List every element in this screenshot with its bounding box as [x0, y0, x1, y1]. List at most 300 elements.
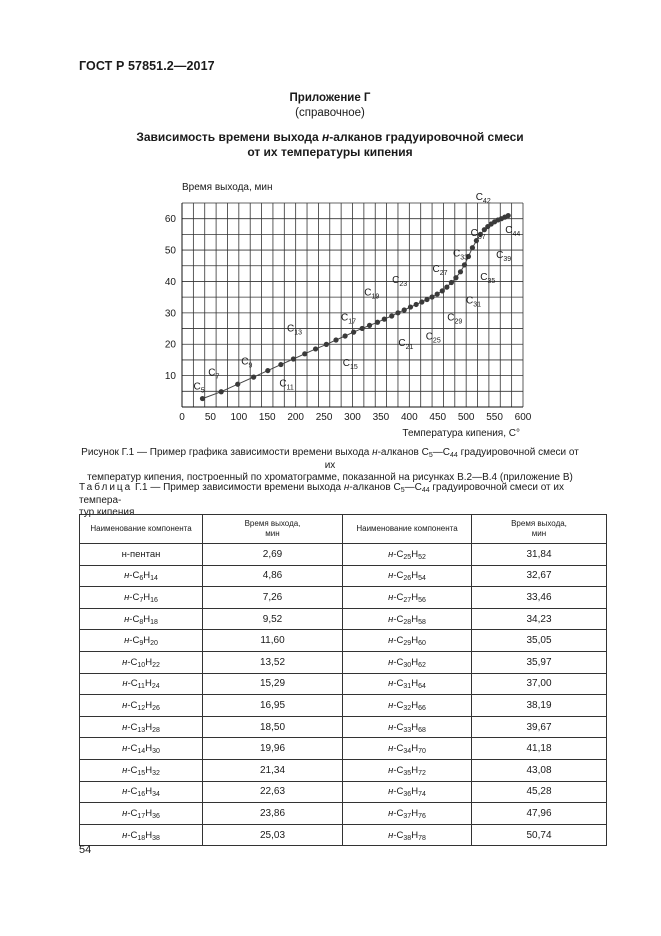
header-component-left: Наименование компонента: [80, 515, 203, 544]
formula-h: H: [145, 721, 153, 733]
formula-c-sub: 6: [139, 575, 144, 583]
data-point: [419, 299, 424, 304]
formula-prefix: н: [388, 548, 394, 560]
data-point: [429, 294, 434, 299]
component-name-right: [343, 673, 472, 695]
formula-h-sub: 30: [152, 748, 160, 756]
point-annotation: $C_{42}$: [475, 191, 491, 205]
point-annotation: $C_{27}$: [432, 264, 448, 278]
point-annotation: $C_{44}$: [505, 224, 521, 238]
formula-prefix: н: [388, 635, 394, 647]
data-point: [351, 330, 356, 335]
formula-prefix: н: [122, 829, 128, 841]
formula-h: H: [143, 591, 151, 603]
retention-time-left: 9,52: [203, 608, 343, 630]
formula-h-sub: 54: [418, 575, 426, 583]
retention-time-left: 16,95: [203, 695, 343, 717]
formula-h: H: [411, 807, 419, 819]
formula-c-sub: 11: [137, 683, 145, 691]
formula-dash: -: [127, 786, 131, 798]
formula-dash: -: [393, 829, 397, 841]
figure-caption-text: Рисунок Г.1 — Пример графика зависимости времени выхода: [81, 447, 373, 458]
y-axis-label: Время выхода, мин: [182, 182, 273, 193]
formula-c-sub: 12: [137, 704, 146, 712]
formula-c-sub: 30: [403, 661, 412, 669]
figure-title-italic: н: [322, 130, 330, 144]
table-row: [80, 781, 607, 803]
point-annotation: $C_5$: [193, 381, 205, 395]
formula-c: C: [130, 699, 138, 711]
formula-h-sub: 78: [418, 834, 426, 842]
retention-time-right: 41,18: [472, 738, 607, 760]
table-row: [80, 630, 607, 652]
component-name-left: [80, 587, 203, 609]
retention-time-left: 15,29: [203, 673, 343, 695]
formula-c: C: [396, 613, 404, 625]
formula-prefix: н: [124, 570, 130, 582]
retention-time-right: 43,08: [472, 759, 607, 781]
table-row: [80, 544, 607, 566]
retention-time-left: 18,50: [203, 716, 343, 738]
formula-c-sub: 15: [137, 769, 146, 777]
data-point: [200, 396, 205, 401]
formula-h-sub: 62: [418, 661, 426, 669]
formula-dash: -: [127, 807, 131, 819]
formula-c: C: [396, 807, 404, 819]
formula-h: H: [411, 678, 419, 690]
figure-caption: [79, 447, 581, 485]
figure-caption-line2: температур кипения, построенный по хроматограмме, показанной на рисунках В.2—В.4 (приложение В): [87, 472, 573, 483]
formula-dash: -: [127, 829, 131, 841]
point-annotation: $C_9$: [241, 356, 253, 370]
formula-prefix: н: [122, 721, 128, 733]
formula-dash: -: [393, 656, 397, 668]
formula-h: H: [143, 613, 151, 625]
header-time-line2: мин: [531, 529, 547, 538]
formula-h-sub: 68: [418, 726, 426, 734]
formula-h: H: [145, 656, 153, 668]
formula-dash: -: [393, 635, 397, 647]
formula-h-sub: 70: [418, 748, 426, 756]
table-caption-text-2: -алканов C: [349, 482, 401, 493]
formula-prefix: н: [388, 829, 394, 841]
table-row: [80, 565, 607, 587]
formula-dash: -: [129, 635, 133, 647]
formula-h: H: [145, 807, 153, 819]
table-row: [80, 716, 607, 738]
formula-c: C: [130, 678, 138, 690]
formula-h-sub: 60: [418, 640, 426, 648]
retention-time-right: 35,97: [472, 651, 607, 673]
formula-dash: -: [393, 764, 397, 776]
formula-c: C: [130, 743, 138, 755]
formula-dash: -: [129, 613, 133, 625]
formula-h-sub: 66: [418, 704, 426, 712]
formula-dash: -: [393, 570, 397, 582]
x-tick-label: 50: [204, 412, 216, 423]
formula-h: H: [145, 743, 153, 755]
table-row: [80, 587, 607, 609]
formula-prefix: н: [388, 570, 394, 582]
formula-c-sub: 14: [137, 748, 146, 756]
formula-c: C: [132, 613, 140, 625]
header-time-line2: мин: [265, 529, 280, 538]
data-point: [408, 304, 413, 309]
data-point: [395, 310, 400, 315]
figure-caption-sub-1: 5: [428, 452, 433, 459]
formula-h: H: [411, 548, 419, 560]
table-caption-prefix: Таблица: [79, 482, 133, 493]
formula-h-sub: 26: [152, 704, 160, 712]
retention-time-left: 4,86: [203, 565, 343, 587]
component-name-left: [80, 695, 203, 717]
table-row: [80, 803, 607, 825]
figure-caption-sub-2: 44: [450, 452, 458, 459]
x-tick-label: 500: [457, 412, 475, 423]
formula-dash: -: [393, 699, 397, 711]
formula-h-sub: 20: [150, 640, 158, 648]
data-point: [302, 351, 307, 356]
formula-prefix: н: [388, 699, 394, 711]
formula-h-sub: 22: [152, 661, 160, 669]
formula-h-sub: 38: [152, 834, 160, 842]
component-name-left: [80, 738, 203, 760]
header-component-right: Наименование компонента: [343, 515, 472, 544]
formula-c: C: [130, 764, 138, 776]
data-point: [470, 245, 475, 250]
data-point: [235, 382, 240, 387]
retention-time-right: 34,23: [472, 608, 607, 630]
retention-time-right: 31,84: [472, 544, 607, 566]
data-point: [333, 337, 338, 342]
formula-c: C: [132, 570, 140, 582]
formula-c: C: [396, 829, 404, 841]
formula-prefix: н: [124, 635, 130, 647]
data-point: [506, 213, 511, 218]
figure-caption-text-3: —C: [432, 447, 450, 458]
data-point: [360, 326, 365, 331]
formula-c-sub: 31: [403, 683, 412, 691]
x-tick-label: 450: [429, 412, 447, 423]
formula-c-sub: 38: [403, 834, 412, 842]
formula-h-sub: 64: [418, 683, 426, 691]
formula-c-sub: 34: [403, 748, 412, 756]
x-tick-label: 0: [179, 412, 185, 423]
retention-time-left: 7,26: [203, 587, 343, 609]
component-name-right: [343, 738, 472, 760]
formula-prefix: н: [388, 721, 394, 733]
formula-h: H: [143, 635, 151, 647]
data-point: [440, 288, 445, 293]
table-caption-sub-2: 44: [421, 487, 430, 494]
retention-time-right: 45,28: [472, 781, 607, 803]
component-name-left: [80, 651, 203, 673]
table-caption-number: Г.1: [135, 482, 148, 493]
point-annotation: $C_{17}$: [341, 312, 357, 326]
header-time-right: [472, 515, 607, 544]
data-point: [414, 302, 419, 307]
retention-time-right: 33,46: [472, 587, 607, 609]
component-name-left: [80, 824, 203, 846]
data-table: [79, 514, 607, 846]
chart: [150, 175, 550, 443]
formula-dash: -: [127, 656, 131, 668]
point-annotation: $C_{11}$: [279, 378, 294, 392]
appendix-title: Приложение Г: [289, 92, 371, 104]
retention-time-right: 47,96: [472, 803, 607, 825]
formula-prefix: н: [122, 807, 128, 819]
component-name-right: [343, 587, 472, 609]
formula-prefix: н: [122, 764, 128, 776]
formula-prefix: н: [122, 743, 128, 755]
component-name-left: [80, 608, 203, 630]
formula-prefix: н: [388, 743, 394, 755]
data-point: [219, 389, 224, 394]
table-row: [80, 608, 607, 630]
component-name-right: [343, 608, 472, 630]
figure-title-text-rest: -алканов градуировочной смеси: [329, 130, 524, 144]
x-tick-label: 350: [372, 412, 390, 423]
formula-c-sub: 35: [403, 769, 412, 777]
table-body: [80, 544, 607, 846]
formula-c: C: [396, 699, 404, 711]
retention-time-left: 23,86: [203, 803, 343, 825]
formula-dash: -: [129, 570, 133, 582]
x-tick-label: 200: [287, 412, 305, 423]
component-name-right: [343, 544, 472, 566]
data-point: [453, 275, 458, 280]
retention-time-left: 22,63: [203, 781, 343, 803]
formula-c-sub: 10: [137, 661, 146, 669]
formula-dash: -: [393, 548, 397, 560]
formula-c: C: [130, 786, 138, 798]
table-row: [80, 673, 607, 695]
formula-prefix: н: [122, 786, 128, 798]
formula-c: C: [132, 591, 140, 603]
component-name-right: [343, 759, 472, 781]
formula-h: H: [411, 570, 419, 582]
figure-title: [79, 130, 581, 160]
x-axis-label: Температура кипения, С°: [402, 428, 520, 439]
formula-h-sub: 18: [150, 618, 158, 626]
component-name-right: [343, 695, 472, 717]
formula-c-sub: 7: [139, 596, 144, 604]
table-caption-text: — Пример зависимости времени выхода: [147, 482, 344, 493]
x-tick-label: 100: [230, 412, 248, 423]
formula-prefix: н: [388, 807, 394, 819]
component-name-right: [343, 824, 472, 846]
point-annotation: $C_{19}$: [364, 287, 380, 301]
figure-title-text: Зависимость времени выхода: [136, 130, 323, 144]
data-point: [462, 262, 467, 267]
formula-dash: -: [393, 807, 397, 819]
retention-time-right: 50,74: [472, 824, 607, 846]
formula-h-sub: 24: [151, 683, 160, 691]
formula-prefix: н: [388, 678, 394, 690]
formula-c: C: [396, 635, 404, 647]
retention-time-right: 38,19: [472, 695, 607, 717]
formula-c-sub: 8: [139, 618, 144, 626]
retention-time-right: 39,67: [472, 716, 607, 738]
figure-caption-text-2: -алканов C: [377, 447, 429, 458]
component-name-right: [343, 716, 472, 738]
formula-h: H: [145, 764, 153, 776]
formula-c-sub: 9: [139, 640, 144, 648]
retention-time-right: 32,67: [472, 565, 607, 587]
formula-c: C: [396, 570, 404, 582]
formula-c-sub: 13: [137, 726, 146, 734]
component-name-left: [80, 759, 203, 781]
formula-h: H: [411, 656, 419, 668]
formula-c-sub: 28: [403, 618, 412, 626]
data-point: [367, 323, 372, 328]
retention-time-left: 25,03: [203, 824, 343, 846]
table-caption-line2: тур кипения: [79, 507, 135, 518]
formula-prefix: н: [124, 613, 130, 625]
retention-time-right: 37,00: [472, 673, 607, 695]
table-row: [80, 738, 607, 760]
figure-caption-text-4: градуировочной смеси от их: [324, 447, 579, 471]
formula-h: H: [411, 635, 419, 647]
retention-time-right: 35,05: [472, 630, 607, 652]
table-caption-text-3: —C: [404, 482, 422, 493]
formula-prefix: н: [122, 699, 128, 711]
header-time-left: [203, 515, 343, 544]
component-name-left: н-пентан: [80, 544, 203, 566]
retention-time-left: 11,60: [203, 630, 343, 652]
table-row: [80, 695, 607, 717]
formula-c: C: [396, 678, 404, 690]
component-name-left: [80, 630, 203, 652]
formula-h-sub: 14: [150, 575, 158, 583]
page-number: 54: [79, 844, 92, 856]
formula-c: C: [396, 591, 404, 603]
formula-c: C: [396, 548, 404, 560]
formula-dash: -: [393, 786, 397, 798]
formula-dash: -: [129, 591, 133, 603]
data-point: [444, 285, 449, 290]
data-point: [343, 333, 348, 338]
formula-prefix: н: [122, 656, 128, 668]
table-row: [80, 824, 607, 846]
formula-h: H: [143, 570, 151, 582]
formula-h-sub: 36: [152, 812, 160, 820]
formula-c: C: [396, 743, 404, 755]
data-point: [435, 292, 440, 297]
table-row: [80, 759, 607, 781]
component-name-left: [80, 803, 203, 825]
x-tick-label: 550: [486, 412, 503, 423]
formula-c-sub: 16: [137, 791, 146, 799]
table-row: [80, 651, 607, 673]
table-caption-italic: н: [343, 482, 350, 493]
point-annotation: $C_{25}$: [425, 331, 441, 345]
point-annotation: $C_{35}$: [480, 271, 496, 285]
formula-c: C: [132, 635, 140, 647]
formula-c-sub: 37: [403, 812, 412, 820]
formula-c-sub: 17: [137, 812, 146, 820]
formula-c-sub: 32: [403, 704, 412, 712]
formula-c: C: [396, 764, 404, 776]
formula-c-sub: 25: [403, 553, 412, 561]
component-name-left: [80, 781, 203, 803]
formula-prefix: н: [122, 678, 128, 690]
formula-h: H: [411, 613, 419, 625]
y-tick-label: 20: [164, 339, 176, 351]
data-point: [449, 280, 454, 285]
formula-prefix: н: [388, 764, 394, 776]
formula-h-sub: 72: [418, 769, 426, 777]
formula-h-sub: 56: [418, 596, 426, 604]
formula-h-sub: 76: [418, 812, 426, 820]
formula-prefix: н: [124, 591, 130, 603]
y-tick-label: 30: [164, 308, 176, 320]
point-annotation: $C_{13}$: [287, 323, 303, 337]
formula-c: C: [396, 786, 404, 798]
formula-c: C: [396, 721, 404, 733]
x-tick-label: 300: [344, 412, 361, 423]
formula-h-sub: 28: [152, 726, 160, 734]
formula-h: H: [411, 743, 419, 755]
appendix-type: (справочное): [295, 107, 365, 119]
y-tick-label: 10: [164, 371, 176, 383]
document-header: ГОСТ Р 57851.2—2017: [79, 59, 215, 73]
point-annotation: $C_{21}$: [398, 337, 414, 351]
retention-time-left: 19,96: [203, 738, 343, 760]
formula-prefix: н: [388, 591, 394, 603]
formula-h-sub: 34: [152, 791, 160, 799]
formula-dash: -: [393, 591, 397, 603]
formula-prefix: н: [388, 786, 394, 798]
component-name-right: [343, 781, 472, 803]
point-annotation: $C_{39}$: [496, 249, 512, 263]
y-tick-label: 40: [164, 276, 176, 288]
formula-dash: -: [127, 678, 131, 690]
formula-c: C: [130, 721, 138, 733]
header-time-line1: Время выхода,: [511, 519, 567, 528]
data-point: [458, 269, 463, 274]
formula-dash: -: [127, 699, 131, 711]
data-point: [291, 356, 296, 361]
figure-title-line2: от их температуры кипения: [247, 145, 413, 159]
y-tick-label: 60: [164, 214, 176, 226]
component-name-right: [343, 803, 472, 825]
formula-dash: -: [127, 721, 131, 733]
x-tick-label: 600: [514, 412, 532, 423]
formula-c-sub: 27: [403, 596, 412, 604]
formula-h: H: [145, 699, 153, 711]
formula-dash: -: [127, 743, 131, 755]
formula-h: H: [145, 786, 153, 798]
data-point: [424, 297, 429, 302]
formula-h: H: [144, 678, 152, 690]
formula-dash: -: [127, 764, 131, 776]
formula-h: H: [411, 764, 419, 776]
formula-dash: -: [393, 743, 397, 755]
table-header-row: [80, 515, 607, 544]
data-point: [278, 362, 283, 367]
point-annotation: $C_{23}$: [392, 275, 408, 289]
component-name-left: [80, 565, 203, 587]
formula-h: H: [411, 721, 419, 733]
data-point: [313, 346, 318, 351]
formula-dash: -: [393, 678, 397, 690]
point-annotation: $C_{31}$: [466, 295, 482, 309]
component-name-left: [80, 716, 203, 738]
formula-h: H: [411, 699, 419, 711]
formula-h-sub: 74: [418, 791, 426, 799]
formula-h: H: [411, 829, 419, 841]
